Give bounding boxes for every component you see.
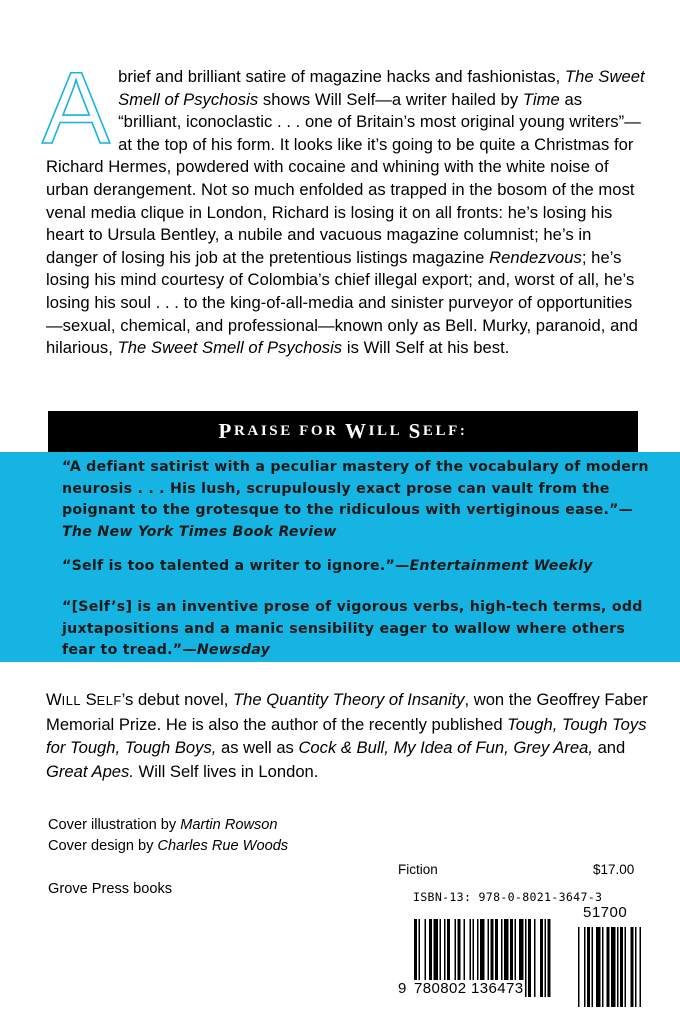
praise-quote: “A defiant satirist with a peculiar mastery of the vocabulary of modern neurosis . . . His lush, scrupulously exact prose can vault from the poignant to the grotesque to the ridiculous with vertiginous ease.”—The New York Times Book Review bbox=[62, 459, 649, 540]
design-credit: Cover design by Charles Rue Woods bbox=[48, 838, 289, 854]
illustration-credit: Cover illustration by Martin Rowson bbox=[48, 817, 278, 833]
book-title: The Quantity Theory of Insanity bbox=[232, 690, 465, 709]
quote-source: Newsday bbox=[196, 642, 271, 659]
barcode-bar bbox=[540, 919, 543, 997]
barcode-bar bbox=[584, 927, 586, 1007]
barcode-bar bbox=[631, 927, 634, 1007]
barcode-bar bbox=[640, 927, 642, 1007]
barcode-bar bbox=[625, 927, 627, 1007]
publisher-name: Grove Press books bbox=[48, 881, 173, 897]
quote-source: Entertainment Weekly bbox=[409, 558, 593, 574]
barcode-bar bbox=[592, 927, 594, 1007]
barcode-bar bbox=[635, 927, 637, 1007]
magazine-name: Time bbox=[522, 89, 560, 109]
praise-heading: P RAISE FOR W ILL S ELF: bbox=[48, 411, 638, 452]
barcode-bar bbox=[545, 919, 547, 997]
barcode-bar bbox=[548, 919, 551, 997]
barcode-bar bbox=[611, 927, 616, 1007]
barcode-bar bbox=[607, 927, 610, 1007]
barcode-bar bbox=[596, 927, 601, 1007]
drop-cap: A bbox=[42, 51, 111, 165]
barcode-bar bbox=[528, 919, 531, 997]
price-addon-digits: 51700 bbox=[583, 904, 628, 921]
book-title: The Sweet Smell of Psychosis bbox=[117, 338, 343, 358]
category-label: Fiction bbox=[398, 862, 438, 877]
barcode-bar bbox=[602, 927, 604, 1007]
magazine-name: Rendezvous bbox=[489, 247, 582, 267]
back-cover-blurb: Abrief and brilliant satire of magazine hacks and fashionistas, The Sweet Smell of Psychosis shows Will Self—a writer hailed by Time as “brilliant, iconoclastic . . . one of Britain’s most original young writers”—at the top of his form. It looks like it’s going to be quite a Christmas for Richard Hermes, powdered with cocaine and whining with the white noise of urban derangement. Not so much enfolded as trapped in the bosom of the most venal media clique in London, Richard is losing it on all fronts: he’s losing his heart to Ursula Bentley, a nubile and vacuous magazine columnist; he’s in danger of losing his job at the pretentious listings magazine Rendezvous; he’s losing his mind courtesy of Colombia’s chief illegal export; and, worst of all, he’s losing his soul . . . to the king-of-all-media and sinister purveyor of opportunities—sexual, chemical, and professional—known only as Bell. Murky, paranoid, and hilarious, The Sweet Smell of Psychosis is Will Self at his best. bbox=[42, 51, 645, 358]
book-title: Cock & Bull, My Idea of Fun, Grey Area, bbox=[298, 738, 593, 757]
barcode-bar bbox=[587, 927, 590, 1007]
price-label: $17.00 bbox=[593, 862, 635, 877]
book-title: Tough, Tough Toys for Tough, Tough Boys, bbox=[46, 714, 647, 757]
barcode-bar bbox=[578, 927, 580, 1007]
book-title: The Sweet Smell of Psychosis bbox=[118, 67, 645, 109]
addon-barcode-bars bbox=[578, 927, 641, 1007]
book-title: Great Apes. bbox=[46, 761, 134, 781]
cover-credits bbox=[48, 815, 288, 857]
praise-quote: “[Self’s] is an inventive prose of vigorous verbs, high-tech terms, odd juxtapositions and a manic sensibility eager to wallow where others fear to tread.”—Newsday bbox=[62, 599, 643, 659]
author-bio: WILL SELF’s debut novel, The Quantity Theory of Insanity, won the Geoffrey Faber Memorial Prize. He is also the author of the recently published Tough, Tough Toys for Tough, Tough Boys, as well as Cock & Bull, My Idea of Fun, Grey Area, and Great Apes. Will Self lives in London. bbox=[46, 690, 648, 781]
barcode-bar bbox=[534, 919, 536, 997]
barcode-bar bbox=[617, 927, 619, 1007]
isbn-text: ISBN-13: 978-0-8021-3647-3 bbox=[413, 890, 603, 904]
barcode-bar bbox=[620, 927, 623, 1007]
praise-quote: “Self is too talented a writer to ignore.”—Entertainment Weekly bbox=[62, 558, 593, 574]
quote-source: The New York Times Book Review bbox=[62, 523, 337, 540]
